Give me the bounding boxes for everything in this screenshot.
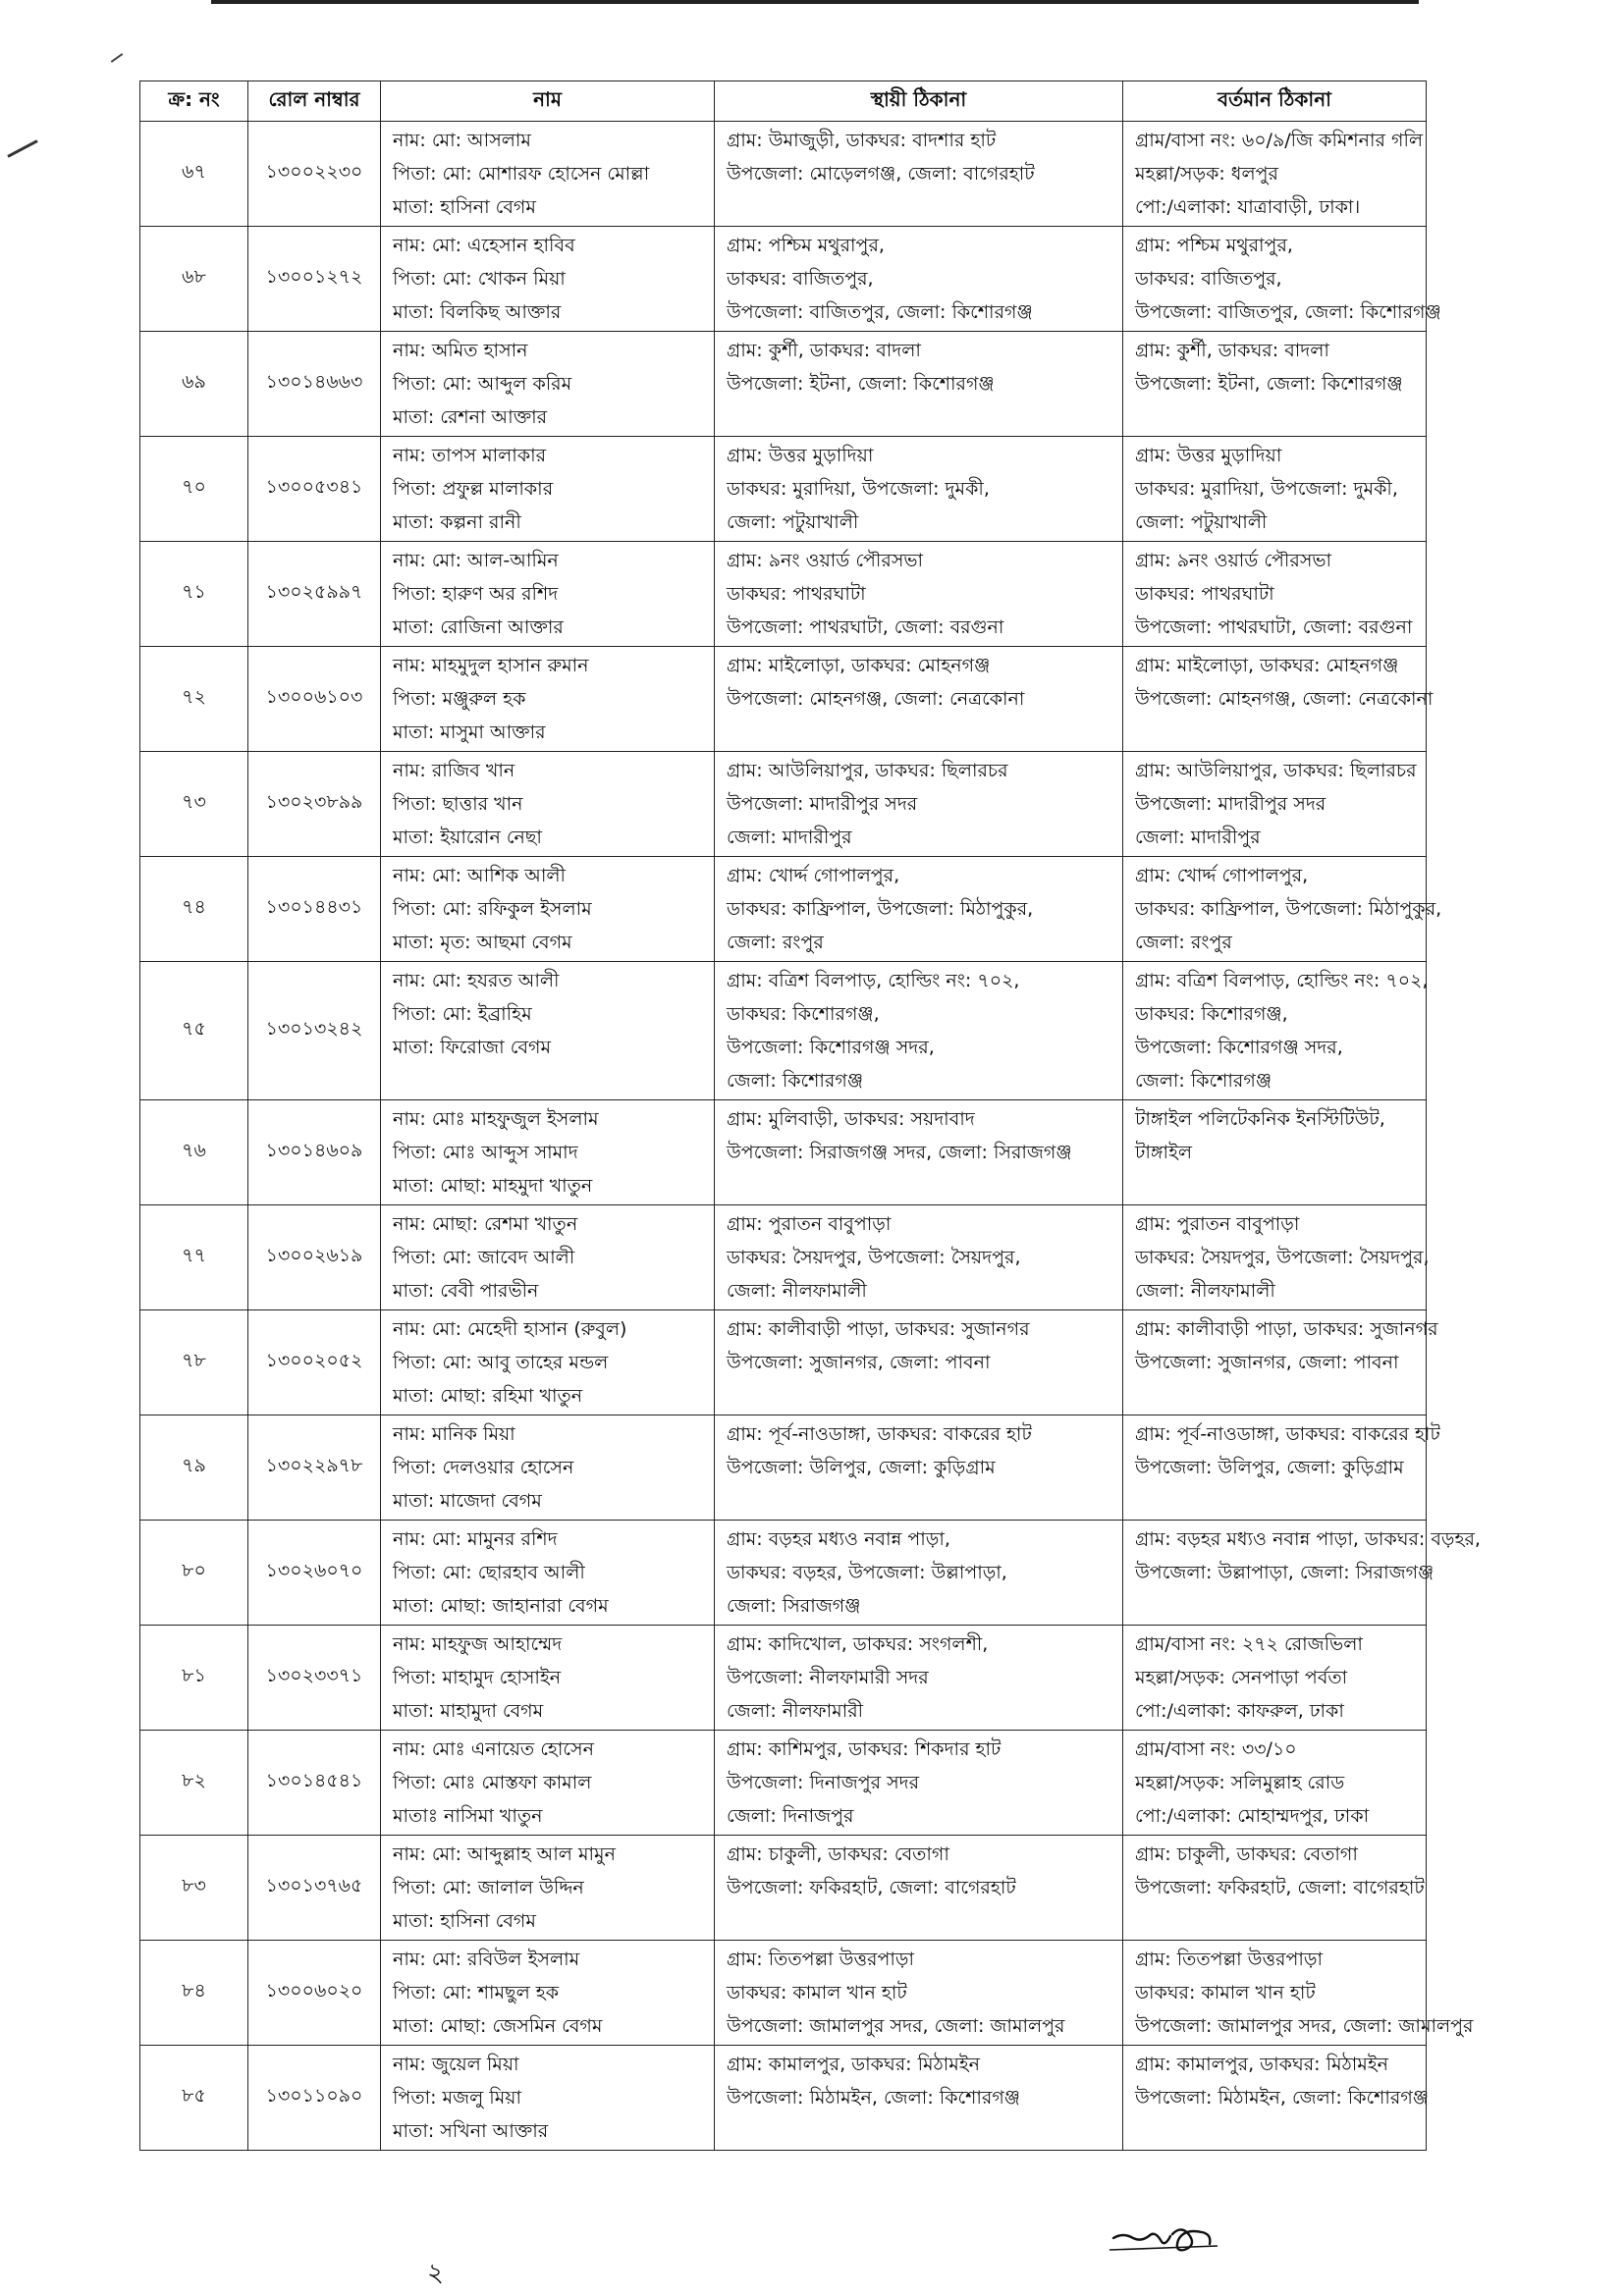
present-address-line: গ্রাম: মাইলোড়া, ডাকঘর: মোহনগঞ্জ [1135,655,1399,676]
name-line: পিতা: মো: আবু তাহের মন্ডল [393,1352,609,1373]
permanent-address-line: গ্রাম: বড়হর মধ্যও নবান্ন পাড়া, [727,1528,950,1550]
name-line: মাতা: বেবী পারভীন [393,1280,539,1302]
name-cell [381,542,715,647]
permanent-address-line: ডাকঘর: কামাল খান হাট [727,1982,907,2003]
permanent-address-line: গ্রাম: উত্তর মুড়াদিয়া [727,445,874,466]
present-address-line: ডাকঘর: পাথরঘাটা [1135,583,1274,605]
permanent-address-line: গ্রাম: আউলিয়াপুর, ডাকঘর: ছিলারচর [727,760,1008,781]
name-line: নাম: তাপস মালাকার [393,445,547,466]
present-address-line: জেলা: পটুয়াখালী [1135,511,1268,533]
permanent-address-cell [715,1205,1123,1310]
present-address-line: গ্রাম: তিতপল্লা উত্তরপাড়া [1135,1949,1323,1970]
present-address-line: ডাকঘর: মুরাদিয়া, উপজেলা: দুমকী, [1135,478,1398,500]
serial-cell: ৮০ [140,1521,248,1626]
permanent-address-line: জেলা: মাদারীপুর [727,827,852,848]
name-line: মাতা: বিলকিছ আক্তার [393,301,562,323]
permanent-address-line: গ্রাম: কালীবাড়ী পাড়া, ডাকঘর: সুজানগর [727,1318,1030,1340]
permanent-address-line: গ্রাম: পশ্চিম মথুরাপুর, [727,235,885,256]
present-address-line: মহল্লা/সড়ক: ধলপুর [1135,163,1278,185]
present-address-line: গ্রাম: কালীবাড়ী পাড়া, ডাকঘর: সুজানগর [1135,1318,1438,1340]
present-address-header: বর্তমান ঠিকানা [1123,81,1427,122]
permanent-address-line: উপজেলা: নীলফামারী সদর [727,1667,929,1688]
roll-header: রোল নাম্বার [248,81,381,122]
table-row [140,752,1427,857]
permanent-address-cell [715,2046,1123,2151]
present-address-cell [1123,752,1427,857]
present-address-cell [1123,1310,1438,1415]
present-address-line: ডাকঘর: সৈয়দপুর, উপজেলা: সৈয়দপুর, [1135,1247,1430,1268]
name-line: নাম: মো: মামুনর রশিদ [393,1528,558,1550]
serial-cell: ৮৫ [140,2046,248,2151]
roll-cell: ১৩০১৪৫৪১ [248,1731,381,1836]
name-cell [381,857,715,962]
name-cell [381,1626,715,1731]
serial-cell: ৭৬ [140,1100,248,1205]
roll-cell: ১৩০২৩৮৯৯ [248,752,381,857]
name-cell [381,122,715,227]
roll-cell: ১৩০০৫৩৪১ [248,437,381,542]
present-address-line: জেলা: রংপুর [1135,932,1232,953]
present-address-line: গ্রাম: ৯নং ওয়ার্ড পৌরসভা [1135,550,1332,571]
permanent-address-line: ডাকঘর: পাথরঘাটা [727,583,866,605]
serial-cell: ৭০ [140,437,248,542]
permanent-address-line: গ্রাম: পুরাতন বাবুপাড়া [727,1213,892,1235]
permanent-address-line: গ্রাম: কামালপুর, ডাকঘর: মিঠামইন [727,2054,981,2075]
name-line: পিতা: হারুণ অর রশিদ [393,583,559,605]
permanent-address-line: উপজেলা: সুজানগর, জেলা: পাবনা [727,1352,991,1373]
name-line: নাম: মোঃ এনায়েত হোসেন [393,1738,594,1760]
table-row [140,542,1427,647]
present-address-cell [1123,962,1427,1100]
table-row [140,1941,1427,2046]
roll-cell: ১৩০২২৯৭৮ [248,1415,381,1521]
serial-cell: ৬৮ [140,227,248,332]
table-row [140,647,1427,752]
name-line: মাতা: হাসিনা বেগম [393,1910,536,1932]
present-address-line: গ্রাম/বাসা নং: ৬০/৯/জি কমিশনার গলি [1135,130,1424,151]
present-address-cell [1123,437,1427,542]
permanent-address-cell [715,332,1123,437]
permanent-address-line: গ্রাম: কাশিমপুর, ডাকঘর: শিকদার হাট [727,1738,1001,1760]
present-address-line: গ্রাম: আউলিয়াপুর, ডাকঘর: ছিলারচর [1135,760,1417,781]
table-row [140,962,1427,1100]
name-line: নাম: মাহমুদুল হাসান রুমান [393,655,589,676]
present-address-cell [1123,1205,1430,1310]
name-header: নাম [381,81,715,122]
name-line: মাতাঃ নাসিমা খাতুন [393,1805,543,1827]
permanent-address-cell [715,542,1123,647]
name-cell [381,1205,715,1310]
present-address-line: ডাকঘর: কাফ্রিপাল, উপজেলা: মিঠাপুকুর, [1135,898,1442,920]
present-address-line: গ্রাম: পুরাতন বাবুপাড়া [1135,1213,1300,1235]
present-address-line: পো:/এলাকা: মোহাম্মদপুর, ঢাকা [1135,1805,1370,1827]
permanent-address-cell [715,647,1123,752]
permanent-address-line: জেলা: দিনাজপুর [727,1805,854,1827]
permanent-address-cell [715,1521,1123,1626]
name-cell [381,647,715,752]
permanent-address-line: গ্রাম: তিতপল্লা উত্তরপাড়া [727,1949,914,1970]
permanent-address-line: উপজেলা: মিঠামইন, জেলা: কিশোরগঞ্জ [727,2087,1021,2109]
permanent-address-cell [715,122,1123,227]
present-address-cell [1123,2046,1430,2151]
name-line: মাতা: রেশনা আক্তার [393,406,548,428]
permanent-address-line: গ্রাম: খোর্দ্দ গোপালপুর, [727,865,900,886]
permanent-address-line: জেলা: পটুয়াখালী [727,511,859,533]
name-line: মাতা: মোছা: মাহমুদা খাতুন [393,1175,593,1197]
name-line: নাম: মাহফুজ আহাম্মেদ [393,1633,563,1655]
name-cell [381,1731,715,1836]
serial-cell: ৭৩ [140,752,248,857]
serial-cell: ৭১ [140,542,248,647]
name-line: নাম: মো: হযরত আলী [393,970,560,991]
serial-cell: ৮৪ [140,1941,248,2046]
name-line: নাম: মোছা: রেশমা খাতুন [393,1213,578,1235]
roll-cell: ১৩০০৬১০৩ [248,647,381,752]
name-line: নাম: মোঃ মাহফুজুল ইসলাম [393,1108,599,1130]
present-address-line: টাঙ্গাইল পলিটেকনিক ইনস্টিটিউট, [1135,1108,1385,1130]
header-row [140,81,1427,122]
top-rule [211,0,1419,4]
permanent-address-line: গ্রাম: মাইলোড়া, ডাকঘর: মোহনগঞ্জ [727,655,991,676]
name-line: পিতা: মো: মোশারফ হোসেন মোল্লা [393,163,650,185]
permanent-address-line: ডাকঘর: বাজিতপুর, [727,268,874,290]
name-cell [381,962,715,1100]
name-line: পিতা: মো: জাবেদ আলী [393,1247,575,1268]
table-row [140,857,1427,962]
roll-cell: ১৩০০১২৭২ [248,227,381,332]
present-address-line: গ্রাম/বাসা নং: ৩৩/১০ [1135,1738,1297,1760]
present-address-cell [1123,1941,1474,2046]
permanent-address-line: জেলা: নীলফামালী [727,1280,867,1302]
page-number: ২ [427,2259,444,2288]
name-line: পিতা: মো: খোকন মিয়া [393,268,566,290]
permanent-address-line: গ্রাম: চাকুলী, ডাকঘর: বেতাগা [727,1843,949,1865]
permanent-address-cell [715,1626,1123,1731]
serial-cell: ৮৩ [140,1836,248,1941]
present-address-cell [1123,122,1427,227]
serial-cell: ৬৭ [140,122,248,227]
name-line: নাম: রাজিব খান [393,760,515,781]
present-address-line: গ্রাম: কুর্শী, ডাকঘর: বাদলা [1135,340,1329,361]
name-cell [381,437,715,542]
name-line: পিতা: মোঃ আব্দুস সামাদ [393,1142,578,1163]
name-line: নাম: মো: আশিক আলী [393,865,566,886]
roster-body [140,122,1481,2151]
permanent-address-cell [715,1941,1123,2046]
serial-cell: ৬৯ [140,332,248,437]
present-address-line: গ্রাম: বত্রিশ বিলপাড়, হোল্ডিং নং: ৭০২, [1135,970,1429,991]
table-row [140,227,1427,332]
table-row [140,437,1427,542]
name-line: মাতা: ইয়ারোন নেছা [393,827,542,848]
present-address-line: ডাকঘর: কামাল খান হাট [1135,1982,1316,2003]
present-address-line: উপজেলা: উলিপুর, জেলা: কুড়িগ্রাম [1135,1457,1404,1478]
present-address-line: জেলা: মাদারীপুর [1135,827,1261,848]
permanent-address-line: উপজেলা: মোড়েলগঞ্জ, জেলা: বাগেরহাট [727,163,1035,185]
name-line: মাতা: মোছা: জাহানারা বেগম [393,1595,609,1617]
name-line: মাতা: মাজেদা বেগম [393,1490,542,1512]
roll-cell: ১৩০১৩২৪২ [248,962,381,1100]
name-line: মাতা: মৃত: আছমা বেগম [393,932,572,953]
name-cell [381,1310,715,1415]
present-address-line: গ্রাম: খোর্দ্দ গোপালপুর, [1135,865,1309,886]
serial-cell: ৭৮ [140,1310,248,1415]
name-line: নাম: মো: আব্দুল্লাহ আল মামুন [393,1843,616,1865]
name-line: নাম: মো: আল-আমিন [393,550,559,571]
roll-cell: ১৩০০২৬১৯ [248,1205,381,1310]
scan-mark [7,139,37,158]
roll-cell: ১৩০২৩৩৭১ [248,1626,381,1731]
name-line: মাতা: রোজিনা আক্তার [393,616,564,638]
name-line: মাতা: মাসুমা আক্তার [393,721,546,743]
present-address-line: পো:/এলাকা: কাফরুল, ঢাকা [1135,1700,1344,1722]
name-line: পিতা: মো: শামছুল হক [393,1982,560,2003]
present-address-line: মহল্লা/সড়ক: সলিমুল্লাহ রোড [1135,1772,1345,1793]
serial-cell: ৭৯ [140,1415,248,1521]
permanent-address-line: জেলা: কিশোরগঞ্জ [727,1070,864,1092]
present-address-cell [1123,857,1442,962]
present-address-line: গ্রাম: উত্তর মুড়াদিয়া [1135,445,1282,466]
name-line: মাতা: সখিনা আক্তার [393,2120,549,2142]
serial-cell: ৭৭ [140,1205,248,1310]
present-address-cell [1123,1521,1481,1626]
name-cell [381,2046,715,2151]
present-address-line: উপজেলা: মাদারীপুর সদর [1135,793,1326,815]
present-address-line: গ্রাম: বড়হর মধ্যও নবান্ন পাড়া, ডাকঘর: বড়হর, [1135,1528,1481,1550]
permanent-address-cell [715,857,1123,962]
table-row [140,1415,1427,1521]
present-address-line: উপজেলা: বাজিতপুর, জেলা: কিশোরগঞ্জ [1135,301,1441,323]
serial-cell: ৭২ [140,647,248,752]
present-address-line: পো:/এলাকা: যাত্রাবাড়ী, ঢাকা। [1135,196,1361,218]
present-address-cell [1123,227,1441,332]
name-line: নাম: মো: রবিউল ইসলাম [393,1949,580,1970]
present-address-line: উপজেলা: ফকিরহাট, জেলা: বাগেরহাট [1135,1877,1425,1898]
permanent-address-cell [715,1415,1123,1521]
table-row [140,1205,1427,1310]
name-line: নাম: জুয়েল মিয়া [393,2054,519,2075]
roll-cell: ১৩০০২০৫২ [248,1310,381,1415]
roster-table [139,80,1481,2151]
roll-cell: ১৩০২৬০৭০ [248,1521,381,1626]
present-address-line: গ্রাম: চাকুলী, ডাকঘর: বেতাগা [1135,1843,1358,1865]
roll-cell: ১৩০১১০৯০ [248,2046,381,2151]
table-row [140,1731,1427,1836]
roll-cell: ১৩০২৫৯৯৭ [248,542,381,647]
table-row [140,1100,1427,1205]
roll-cell: ১৩০১৪৬০৯ [248,1100,381,1205]
permanent-address-line: গ্রাম: উমাজুড়ী, ডাকঘর: বাদশার হাট [727,130,997,151]
table-row [140,332,1427,437]
serial-cell: ৮১ [140,1626,248,1731]
name-line: পিতা: দেলওয়ার হোসেন [393,1457,574,1478]
roll-cell: ১৩০১৪৬৬৩ [248,332,381,437]
table-row [140,1521,1427,1626]
permanent-address-line: উপজেলা: উলিপুর, জেলা: কুড়িগ্রাম [727,1457,996,1478]
name-line: মাতা: মাহামুদা বেগম [393,1700,544,1722]
present-address-line: ডাকঘর: কিশোরগঞ্জ, [1135,1003,1288,1025]
permanent-address-line: গ্রাম: কুর্শী, ডাকঘর: বাদলা [727,340,921,361]
present-address-line: উপজেলা: ইটনা, জেলা: কিশোরগঞ্জ [1135,373,1403,395]
present-address-line: টাঙ্গাইল [1135,1142,1193,1163]
permanent-address-line: জেলা: রংপুর [727,932,824,953]
serial-cell: ৮২ [140,1731,248,1836]
permanent-address-line: উপজেলা: কিশোরগঞ্জ সদর, [727,1037,935,1058]
permanent-address-line: উপজেলা: মাদারীপুর সদর [727,793,918,815]
permanent-address-cell [715,1100,1123,1205]
permanent-address-line: ডাকঘর: মুরাদিয়া, উপজেলা: দুমকী, [727,478,990,500]
table-row [140,1310,1427,1415]
name-line: পিতা: মাহামুদ হোসাইন [393,1667,562,1688]
serial-cell: ৭৫ [140,962,248,1100]
present-address-cell [1123,332,1427,437]
permanent-address-line: ডাকঘর: বড়হর, উপজেলা: উল্লাপাড়া, [727,1562,1007,1583]
permanent-address-line: ডাকঘর: কিশোরগঞ্জ, [727,1003,880,1025]
name-line: পিতা: মঞ্জুরুল হক [393,688,526,710]
permanent-address-cell [715,437,1123,542]
present-address-line: উপজেলা: জামালপুর সদর, জেলা: জামালপুর [1135,2015,1474,2037]
name-line: মাতা: কল্পনা রানী [393,511,521,533]
permanent-address-header: স্থায়ী ঠিকানা [715,81,1123,122]
present-address-line: গ্রাম: পশ্চিম মথুরাপুর, [1135,235,1293,256]
permanent-address-cell [715,1836,1123,1941]
name-cell [381,227,715,332]
present-address-line: উপজেলা: কিশোরগঞ্জ সদর, [1135,1037,1343,1058]
permanent-address-line: গ্রাম: কাদিখোল, ডাকঘর: সংগলশী, [727,1633,989,1655]
name-line: পিতা: মো: ইব্রাহিম [393,1003,532,1025]
roll-cell: ১৩০০৬০২০ [248,1941,381,2046]
roll-cell: ১৩০১৩৭৬৫ [248,1836,381,1941]
permanent-address-line: জেলা: নীলফামারী [727,1700,864,1722]
permanent-address-line: উপজেলা: মোহনগঞ্জ, জেলা: নেত্রকোনা [727,688,1025,710]
name-line: মাতা: হাসিনা বেগম [393,196,536,218]
present-address-cell [1123,1100,1427,1205]
present-address-cell [1123,1731,1427,1836]
present-address-cell [1123,1415,1440,1521]
name-line: পিতা: মো: রফিকুল ইসলাম [393,898,592,920]
name-line: নাম: মানিক মিয়া [393,1423,515,1445]
present-address-cell [1123,542,1427,647]
present-address-line: জেলা: কিশোরগঞ্জ [1135,1070,1272,1092]
permanent-address-line: উপজেলা: সিরাজগঞ্জ সদর, জেলা: সিরাজগঞ্জ [727,1142,1072,1163]
name-line: নাম: মো: এহেসান হাবিব [393,235,575,256]
present-address-line: উপজেলা: মোহনগঞ্জ, জেলা: নেত্রকোনা [1135,688,1434,710]
permanent-address-line: ডাকঘর: সৈয়দপুর, উপজেলা: সৈয়দপুর, [727,1247,1021,1268]
scan-mark [111,53,124,63]
table-row [140,1836,1427,1941]
name-line: পিতা: মো: জালাল উদ্দিন [393,1877,584,1898]
name-cell [381,332,715,437]
name-cell [381,752,715,857]
present-address-line: গ্রাম/বাসা নং: ২৭২ রোজভিলা [1135,1633,1363,1655]
permanent-address-line: উপজেলা: ইটনা, জেলা: কিশোরগঞ্জ [727,373,995,395]
permanent-address-line: গ্রাম: ৯নং ওয়ার্ড পৌরসভা [727,550,924,571]
present-address-line: উপজেলা: মিঠামইন, জেলা: কিশোরগঞ্জ [1135,2087,1430,2109]
present-address-line: মহল্লা/সড়ক: সেনপাড়া পর্বতা [1135,1667,1348,1688]
name-cell [381,1521,715,1626]
serial-cell: ৭৪ [140,857,248,962]
permanent-address-line: জেলা: সিরাজগঞ্জ [727,1595,861,1617]
present-address-line: উপজেলা: সুজানগর, জেলা: পাবনা [1135,1352,1399,1373]
permanent-address-line: গ্রাম: মুলিবাড়ী, ডাকঘর: সয়দাবাদ [727,1108,975,1130]
serial-header: ক্র: নং [140,81,248,122]
name-line: মাতা: মোছা: রহিমা খাতুন [393,1385,583,1407]
permanent-address-line: উপজেলা: পাথরঘাটা, জেলা: বরগুনা [727,616,1004,638]
permanent-address-line: উপজেলা: ফকিরহাট, জেলা: বাগেরহাট [727,1877,1016,1898]
permanent-address-cell [715,227,1123,332]
table-row [140,2046,1427,2151]
present-address-line: উপজেলা: পাথরঘাটা, জেলা: বরগুনা [1135,616,1413,638]
initials-signature [1110,2216,1247,2256]
table-row [140,122,1427,227]
name-cell [381,1415,715,1521]
permanent-address-cell [715,1310,1123,1415]
name-line: নাম: অমিত হাসান [393,340,528,361]
permanent-address-cell [715,1731,1123,1836]
name-cell [381,1941,715,2046]
name-cell [381,1836,715,1941]
name-line: পিতা: ছাত্তার খান [393,793,523,815]
present-address-line: গ্রাম: কামালপুর, ডাকঘর: মিঠামইন [1135,2054,1389,2075]
name-line: নাম: মো: আসলাম [393,130,531,151]
present-address-line: উপজেলা: উল্লাপাড়া, জেলা: সিরাজগঞ্জ [1135,1562,1435,1583]
present-address-cell [1123,647,1434,752]
present-address-line: জেলা: নীলফামালী [1135,1280,1275,1302]
name-cell [381,1100,715,1205]
permanent-address-line: উপজেলা: বাজিতপুর, জেলা: কিশোরগঞ্জ [727,301,1033,323]
permanent-address-line: উপজেলা: দিনাজপুর সদর [727,1772,920,1793]
roll-cell: ১৩০১৪৪৩১ [248,857,381,962]
name-line: নাম: মো: মেহেদী হাসান (রুবুল) [393,1318,627,1340]
present-address-cell [1123,1626,1427,1731]
permanent-address-line: ডাকঘর: কাফ্রিপাল, উপজেলা: মিঠাপুকুর, [727,898,1034,920]
present-address-line: ডাকঘর: বাজিতপুর, [1135,268,1282,290]
name-line: মাতা: মোছা: জেসমিন বেগম [393,2015,603,2037]
name-line: পিতা: মো: আব্দুল করিম [393,373,572,395]
name-line: পিতা: প্রফুল্ল মালাকার [393,478,554,500]
name-line: পিতা: মো: ছোরহাব আলী [393,1562,585,1583]
name-line: পিতা: মোঃ মোস্তফা কামাল [393,1772,592,1793]
present-address-line: গ্রাম: পূর্ব-নাওডাঙ্গা, ডাকঘর: বাকরের হাট [1135,1423,1440,1445]
table-row [140,1626,1427,1731]
roll-cell: ১৩০০২২৩০ [248,122,381,227]
present-address-cell [1123,1836,1427,1941]
permanent-address-cell [715,962,1123,1100]
permanent-address-line: গ্রাম: পূর্ব-নাওডাঙ্গা, ডাকঘর: বাকরের হাট [727,1423,1032,1445]
permanent-address-line: গ্রাম: বত্রিশ বিলপাড়, হোল্ডিং নং: ৭০২, [727,970,1020,991]
name-line: পিতা: মজলু মিয়া [393,2087,521,2109]
permanent-address-line: উপজেলা: জামালপুর সদর, জেলা: জামালপুর [727,2015,1065,2037]
name-line: মাতা: ফিরোজা বেগম [393,1037,552,1058]
permanent-address-cell [715,752,1123,857]
